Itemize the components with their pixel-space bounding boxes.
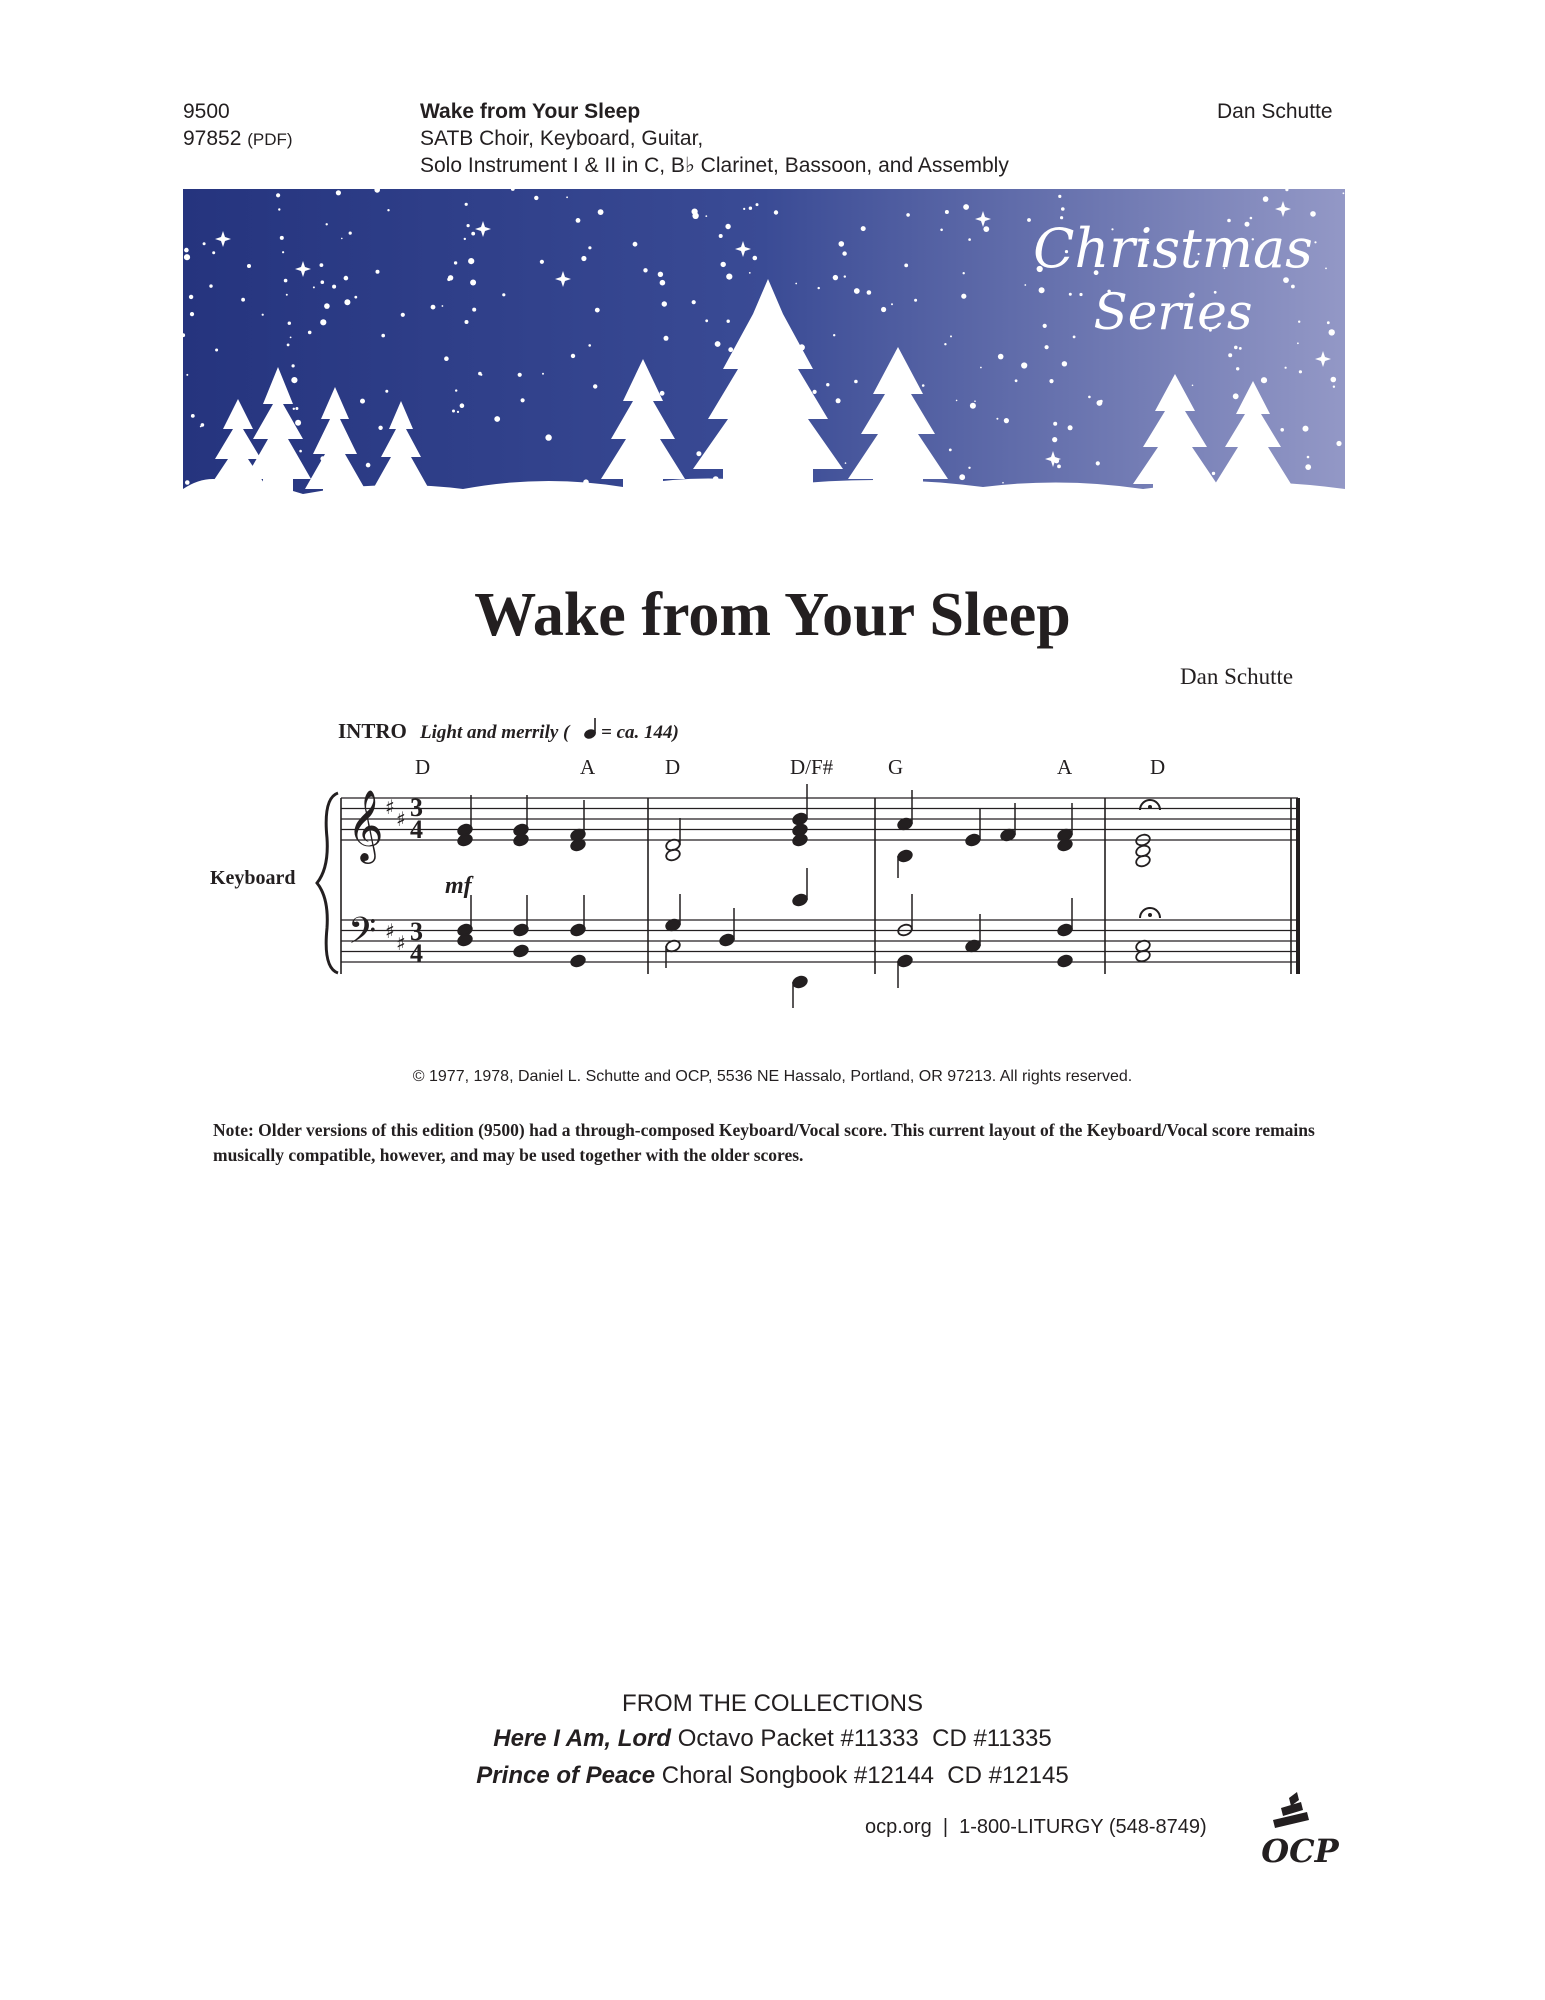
snowflake — [818, 287, 820, 289]
snowflake — [185, 480, 190, 485]
note-head — [792, 833, 809, 847]
svg-text:♯: ♯ — [396, 931, 406, 955]
snowflake — [643, 268, 647, 272]
snowflake — [378, 426, 382, 430]
note-head — [792, 893, 809, 907]
snowflake — [1333, 386, 1335, 388]
brace-icon — [317, 793, 338, 973]
time-signature — [410, 793, 423, 968]
snowflake — [692, 300, 696, 304]
bass-clef-icon: 𝄢 — [348, 910, 377, 961]
barlines — [341, 798, 1298, 974]
voicing-line-1: SATB Choir, Keyboard, Guitar, — [420, 127, 704, 150]
snowflake — [262, 314, 264, 316]
chord-symbol: A — [1057, 755, 1073, 779]
snowflake — [502, 293, 505, 296]
snowflake — [1310, 211, 1316, 217]
snowflake — [1297, 342, 1299, 344]
edition-note: Note: Older versions of this edition (9500) had a through-composed Keyboard/Vocal score. This current layout of the Keyboard/Vocal score remains musically compatible, however, and may be used together with the older scores. — [213, 1120, 1315, 1165]
snowflake — [1015, 379, 1018, 382]
snowflake — [968, 467, 970, 469]
christmas-series-banner — [183, 189, 1345, 519]
snowflake — [922, 384, 925, 387]
chord-symbol: D — [665, 755, 681, 779]
note-head — [513, 833, 530, 847]
snowflake — [1336, 441, 1341, 446]
snowflake — [1062, 361, 1067, 366]
snowflake — [349, 232, 352, 235]
snowflake — [292, 364, 295, 367]
ocp-logo-icon — [1255, 1790, 1345, 1870]
snowflake — [295, 420, 301, 426]
snowflake — [1314, 241, 1316, 243]
snowflake — [1058, 195, 1061, 198]
snowflake — [961, 294, 966, 299]
catalog-number: 9500 — [183, 100, 230, 123]
snowflake — [1285, 367, 1287, 369]
collection-item — [0, 1762, 1545, 1790]
snowflake — [826, 383, 829, 386]
series-line-1: Christmas — [1033, 217, 1313, 280]
snowflake — [299, 450, 302, 453]
snowflake — [278, 208, 280, 210]
snowflake — [401, 313, 405, 317]
snowflake — [956, 400, 958, 402]
snowflake — [385, 390, 388, 393]
snowflake — [1068, 425, 1073, 430]
snowflake — [200, 426, 202, 428]
snowflake — [813, 390, 817, 394]
snowflake — [465, 203, 468, 206]
snowflake — [540, 260, 544, 264]
pdf-number — [183, 125, 293, 153]
snowflake — [241, 298, 245, 302]
snowflake — [308, 331, 312, 335]
snowflake — [1299, 370, 1302, 373]
snowflake — [1096, 461, 1100, 465]
snowflake — [1079, 293, 1082, 296]
composer-name: Dan Schutte — [1180, 664, 1294, 689]
note-head — [1057, 923, 1074, 937]
snowflake — [968, 238, 971, 241]
snowflake — [844, 275, 846, 277]
snowflake — [1192, 385, 1194, 387]
snowflake — [1239, 347, 1242, 350]
svg-text:♯: ♯ — [396, 807, 406, 831]
snowflake — [1307, 456, 1310, 459]
snowflake — [545, 434, 551, 440]
snowflake — [295, 407, 298, 410]
snowflake — [1236, 367, 1239, 370]
snowflake — [442, 305, 444, 307]
collection-detail: Choral Songbook #12144 CD #12145 — [661, 1762, 1069, 1789]
collection-detail: Octavo Packet #11333 CD #11335 — [677, 1725, 1052, 1752]
snowflake — [1052, 437, 1057, 442]
snowflake — [360, 399, 365, 404]
snowflake — [1261, 377, 1267, 383]
snowflake — [247, 264, 251, 268]
snowflake — [344, 276, 349, 281]
treble-clef-icon: 𝄞 — [347, 788, 384, 861]
snowflake — [881, 307, 886, 312]
collections-heading: FROM THE COLLECTIONS — [622, 1690, 923, 1717]
snowflake — [725, 224, 730, 229]
snowflake — [749, 207, 752, 210]
snowflake — [1228, 353, 1232, 357]
note-head — [513, 944, 530, 958]
snowflake — [1263, 196, 1269, 202]
snowflake — [534, 196, 538, 200]
snowflake — [455, 389, 457, 391]
snowflake — [280, 236, 284, 240]
snowflake — [1327, 321, 1330, 324]
snowflake — [1233, 393, 1239, 399]
snowflake — [692, 209, 698, 215]
snowflake — [460, 403, 465, 408]
note-head — [457, 833, 474, 847]
snowflake — [1061, 207, 1065, 211]
svg-text:♯: ♯ — [385, 795, 395, 819]
series-line-2: Series — [1093, 283, 1253, 341]
treble-staff — [341, 798, 1298, 840]
note-head — [1135, 854, 1152, 868]
snowflake — [940, 229, 943, 232]
snowflake — [1305, 464, 1311, 470]
snowflake — [1343, 192, 1345, 194]
snowflake — [949, 449, 952, 452]
snowflake — [914, 299, 917, 302]
snowflake — [494, 416, 500, 422]
snowflake — [291, 377, 297, 383]
tempo-value: = ca. 144) — [601, 722, 679, 743]
note-head — [897, 849, 914, 863]
snowflake — [1049, 379, 1053, 383]
snowflake — [203, 242, 206, 245]
contact-info: ocp.org | 1-800-LITURGY (548-8749) — [865, 1816, 1207, 1838]
notes — [457, 784, 1160, 1008]
snowflake — [1298, 321, 1300, 323]
note-head — [792, 975, 809, 989]
collection-title: Here I Am, Lord — [493, 1725, 672, 1752]
snowflake — [839, 241, 845, 247]
snowflake — [320, 319, 326, 325]
snowflake — [1280, 428, 1284, 432]
note-head — [457, 933, 474, 947]
pdf-label: (PDF) — [247, 130, 293, 149]
snowflake — [354, 296, 357, 299]
snowflake — [598, 209, 604, 215]
svg-text:3: 3 — [410, 917, 423, 946]
snowflake — [341, 238, 343, 240]
snowflake — [1004, 418, 1009, 423]
note-head — [570, 954, 587, 968]
snowflake — [581, 256, 586, 261]
snowflake — [576, 218, 581, 223]
snowflake — [191, 414, 195, 418]
snowflake — [588, 246, 591, 249]
snowflake — [1234, 346, 1238, 350]
snowflake — [944, 343, 946, 345]
quarter-note-icon — [583, 718, 597, 740]
snowflake — [795, 283, 797, 285]
snowflake — [593, 384, 597, 388]
snowflake — [743, 208, 745, 210]
snowflake — [282, 251, 284, 253]
note-head — [719, 933, 736, 947]
snowflake — [660, 280, 666, 286]
svg-text:♯: ♯ — [385, 919, 395, 943]
chord-symbol: D — [1150, 755, 1166, 779]
fermata-dot — [1148, 913, 1152, 917]
snowflake — [1303, 426, 1309, 432]
svg-text:3: 3 — [410, 793, 423, 822]
collection-item — [0, 1725, 1545, 1753]
snowflake — [465, 320, 469, 324]
snowflake — [320, 263, 324, 267]
snowflake — [571, 354, 575, 358]
chord-symbols — [415, 755, 1165, 779]
snowflake — [950, 335, 952, 337]
snowflake — [184, 248, 189, 253]
snowflake — [715, 341, 721, 347]
note-head — [897, 954, 914, 968]
snowflake — [906, 213, 910, 217]
snowflake — [970, 403, 976, 409]
snowflake — [842, 251, 846, 255]
snowflake — [444, 356, 449, 361]
snowflake — [288, 322, 291, 325]
snowflake — [287, 344, 290, 347]
snowflake — [454, 261, 457, 264]
intro-score — [205, 718, 1325, 1018]
snowflake — [728, 347, 733, 352]
header-title: Wake from Your Sleep — [420, 100, 641, 123]
snowflake — [472, 308, 476, 312]
instrument-label: Keyboard — [210, 867, 296, 889]
snowflake — [566, 196, 568, 198]
tempo-text: Light and merrily ( — [420, 722, 570, 743]
snowflake — [705, 319, 708, 322]
snowflake — [658, 272, 663, 277]
snowflake — [696, 451, 701, 456]
snowflake — [861, 226, 866, 231]
chord-symbol: D/F# — [790, 755, 834, 779]
collection-title: Prince of Peace — [476, 1762, 656, 1789]
note-head — [965, 833, 982, 847]
snowflake — [366, 463, 371, 468]
snowflake — [595, 308, 600, 313]
snowflake — [321, 280, 325, 284]
snowflake — [1053, 422, 1057, 426]
snowflake — [854, 380, 858, 384]
fermata-dot — [1148, 805, 1152, 809]
snowflake — [284, 279, 288, 283]
snowflake — [945, 210, 949, 214]
snowflake — [471, 232, 475, 236]
snowflake — [518, 373, 522, 377]
bass-staff — [341, 920, 1298, 962]
snowflake — [904, 264, 908, 268]
snowflake — [290, 337, 292, 339]
snowflake — [387, 209, 389, 211]
snowflake — [190, 312, 194, 316]
snowflake — [336, 190, 341, 195]
snowflake — [1024, 284, 1026, 286]
svg-text:4: 4 — [410, 939, 423, 968]
header-composer: Dan Schutte — [1217, 100, 1333, 123]
snowflake — [719, 234, 723, 238]
snowflake — [980, 367, 982, 369]
snowflake — [1291, 285, 1295, 289]
logo-text: OCP — [1261, 1832, 1339, 1870]
snowflake — [1039, 287, 1045, 293]
snowflake — [845, 462, 847, 464]
snowflake — [1045, 345, 1049, 349]
snowflake — [431, 305, 436, 310]
snowflake — [1043, 324, 1047, 328]
note-head — [1057, 954, 1074, 968]
snowflake — [1057, 465, 1061, 469]
snowflake — [215, 349, 218, 352]
snowflake — [480, 374, 482, 376]
snowflake — [521, 398, 525, 402]
chord-symbol: A — [580, 755, 596, 779]
dynamic-mark: mf — [445, 873, 472, 899]
snowflake — [184, 254, 190, 260]
snowflake — [313, 286, 315, 288]
snowflake — [468, 258, 474, 264]
snowflake — [963, 204, 969, 210]
snowflake — [186, 374, 188, 376]
snowflake — [753, 256, 758, 261]
snowflake — [891, 303, 893, 305]
snowflake — [1325, 268, 1327, 270]
copyright-notice: © 1977, 1978, Daniel L. Schutte and OCP, 5536 NE Hassalo, Portland, OR 97213. All rights reserved. — [412, 1068, 1133, 1085]
snowflake — [293, 408, 295, 410]
snowflake — [324, 303, 330, 309]
snowflake — [726, 274, 732, 280]
snowflake — [705, 215, 707, 217]
snowflake — [1329, 329, 1335, 335]
snowflake — [854, 288, 860, 294]
snowflake — [452, 410, 455, 413]
snowflake — [1021, 362, 1027, 368]
snowflake — [464, 238, 466, 240]
snowflake — [189, 295, 193, 299]
snowflake — [212, 251, 215, 254]
snowflake — [286, 294, 288, 296]
intro-label: INTRO — [338, 719, 407, 743]
snowflake — [332, 285, 336, 289]
voicing-line-2: Solo Instrument I & II in C, B♭ Clarinet, Bassoon, and Assembly — [420, 154, 1009, 177]
snowflake — [457, 411, 459, 413]
snowflake — [1002, 482, 1004, 484]
snowflake — [542, 373, 544, 375]
snowflake — [588, 344, 591, 347]
snowflake — [867, 290, 872, 295]
chord-symbol: D — [415, 755, 431, 779]
svg-text:4: 4 — [410, 815, 423, 844]
snowflake — [344, 299, 350, 305]
snowflake — [662, 301, 667, 306]
snowflake — [836, 398, 841, 403]
snowflake — [996, 418, 998, 420]
snowflake — [381, 334, 385, 338]
snowflake — [1097, 400, 1103, 406]
snowflake — [833, 275, 838, 280]
snowflake — [467, 224, 470, 227]
snowflake — [1027, 218, 1031, 222]
snowflake — [1088, 396, 1091, 399]
snowflake — [959, 474, 965, 480]
snowflake — [727, 320, 730, 323]
snowflake — [470, 280, 476, 286]
page-title: Wake from Your Sleep — [474, 581, 1071, 649]
snowflake — [326, 223, 328, 225]
snowflake — [774, 210, 778, 214]
snowflake — [974, 400, 976, 402]
snowflake — [1073, 336, 1076, 339]
snowflake — [1069, 293, 1072, 296]
snowflake — [1212, 472, 1215, 475]
chord-symbol: G — [888, 755, 904, 779]
snowflake — [756, 203, 759, 206]
snowflake — [664, 336, 669, 341]
snowflake — [998, 354, 1004, 360]
snowflake — [721, 262, 726, 267]
snowflake — [749, 272, 751, 274]
pdf-number-value: 97852 — [183, 127, 242, 150]
snowflake — [633, 242, 638, 247]
snowflake — [660, 391, 665, 396]
snowflake — [376, 270, 380, 274]
snowflake — [963, 272, 965, 274]
snowflake — [1331, 377, 1337, 383]
snowflake — [833, 334, 835, 336]
snowflake — [276, 193, 280, 197]
snowflake — [209, 284, 212, 287]
snowflake — [983, 226, 989, 232]
snowflake — [447, 278, 450, 281]
